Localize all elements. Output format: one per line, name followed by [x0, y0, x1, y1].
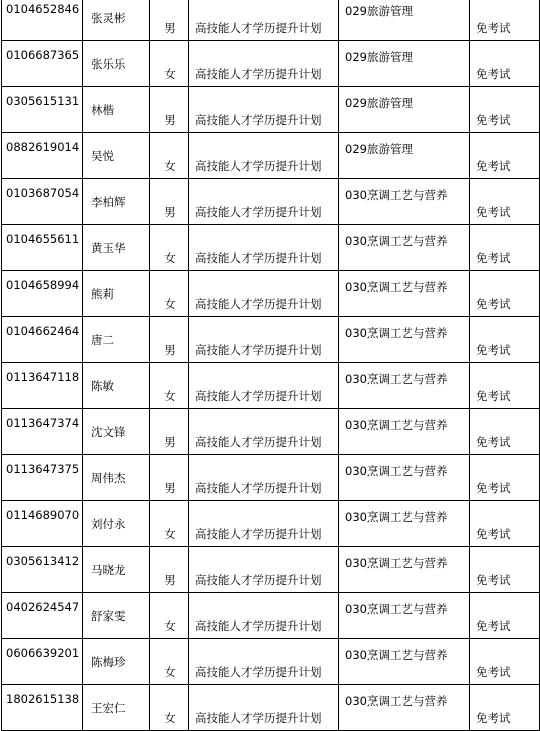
gender-cell: 女	[150, 593, 189, 639]
student-id-cell: 0882619014	[2, 133, 83, 179]
major-cell: 030烹调工艺与营养	[339, 409, 470, 455]
gender-cell: 女	[150, 639, 189, 685]
exam-status-cell: 免考试	[470, 363, 540, 409]
student-name-cell: 陈梅珍	[83, 639, 150, 685]
program-plan-cell: 高技能人才学历提升计划	[189, 87, 339, 133]
gender-cell: 男	[150, 547, 189, 593]
table-row	[2, 271, 540, 317]
major-cell: 030烹调工艺与营养	[339, 501, 470, 547]
major-cell: 030烹调工艺与营养	[339, 225, 470, 271]
table-row	[2, 409, 540, 455]
student-id-cell: 0106687365	[2, 41, 83, 87]
gender-cell: 女	[150, 501, 189, 547]
table-row	[2, 639, 540, 685]
program-plan-cell: 高技能人才学历提升计划	[189, 363, 339, 409]
student-name-cell: 张灵彬	[83, 0, 150, 41]
major-cell: 029旅游管理	[339, 41, 470, 87]
student-name-cell: 刘付永	[83, 501, 150, 547]
student-id-cell: 0402624547	[2, 593, 83, 639]
gender-cell: 男	[150, 409, 189, 455]
program-plan-cell: 高技能人才学历提升计划	[189, 133, 339, 179]
program-plan-cell: 高技能人才学历提升计划	[189, 271, 339, 317]
table-row	[2, 87, 540, 133]
table-row	[2, 455, 540, 501]
gender-cell: 女	[150, 271, 189, 317]
major-cell: 029旅游管理	[339, 0, 470, 41]
student-name-cell: 吴悦	[83, 133, 150, 179]
table-row	[2, 593, 540, 639]
table-row	[2, 225, 540, 271]
table-row	[2, 41, 540, 87]
exam-status-cell: 免考试	[470, 271, 540, 317]
major-cell: 030烹调工艺与营养	[339, 271, 470, 317]
major-cell: 030烹调工艺与营养	[339, 179, 470, 225]
student-name-cell: 王宏仁	[83, 685, 150, 731]
student-name-cell: 张乐乐	[83, 41, 150, 87]
exam-status-cell: 免考试	[470, 225, 540, 271]
student-name-cell: 唐二	[83, 317, 150, 363]
student-id-cell: 0104658994	[2, 271, 83, 317]
program-plan-cell: 高技能人才学历提升计划	[189, 639, 339, 685]
gender-cell: 女	[150, 225, 189, 271]
student-id-cell: 0113647374	[2, 409, 83, 455]
program-plan-cell: 高技能人才学历提升计划	[189, 0, 339, 41]
student-id-cell: 0113647375	[2, 455, 83, 501]
exam-status-cell: 免考试	[470, 0, 540, 41]
table-row	[2, 363, 540, 409]
exam-status-cell: 免考试	[470, 409, 540, 455]
major-cell: 030烹调工艺与营养	[339, 685, 470, 731]
student-id-cell: 0104652846	[2, 0, 83, 41]
exam-status-cell: 免考试	[470, 547, 540, 593]
table-row	[2, 547, 540, 593]
student-name-cell: 沈文锋	[83, 409, 150, 455]
exam-status-cell: 免考试	[470, 593, 540, 639]
student-name-cell: 黄玉华	[83, 225, 150, 271]
exam-status-cell: 免考试	[470, 317, 540, 363]
major-cell: 030烹调工艺与营养	[339, 547, 470, 593]
exam-status-cell: 免考试	[470, 639, 540, 685]
student-name-cell: 李柏辉	[83, 179, 150, 225]
student-id-cell: 0104655611	[2, 225, 83, 271]
student-name-cell: 周伟杰	[83, 455, 150, 501]
table-row	[2, 133, 540, 179]
major-cell: 030烹调工艺与营养	[339, 593, 470, 639]
student-id-cell: 0606639201	[2, 639, 83, 685]
program-plan-cell: 高技能人才学历提升计划	[189, 317, 339, 363]
exam-status-cell: 免考试	[470, 685, 540, 731]
student-id-cell: 1802615138	[2, 685, 83, 731]
major-cell: 029旅游管理	[339, 133, 470, 179]
program-plan-cell: 高技能人才学历提升计划	[189, 409, 339, 455]
student-id-cell: 0305615131	[2, 87, 83, 133]
major-cell: 029旅游管理	[339, 87, 470, 133]
gender-cell: 男	[150, 87, 189, 133]
student-name-cell: 舒家雯	[83, 593, 150, 639]
student-id-cell: 0104662464	[2, 317, 83, 363]
exam-status-cell: 免考试	[470, 501, 540, 547]
table-row	[2, 685, 540, 731]
gender-cell: 女	[150, 363, 189, 409]
student-id-cell: 0305613412	[2, 547, 83, 593]
program-plan-cell: 高技能人才学历提升计划	[189, 41, 339, 87]
gender-cell: 男	[150, 455, 189, 501]
student-id-cell: 0103687054	[2, 179, 83, 225]
table-row	[2, 0, 540, 41]
major-cell: 030烹调工艺与营养	[339, 639, 470, 685]
student-name-cell: 林楷	[83, 87, 150, 133]
gender-cell: 男	[150, 317, 189, 363]
major-cell: 030烹调工艺与营养	[339, 317, 470, 363]
student-id-cell: 0113647118	[2, 363, 83, 409]
student-name-cell: 熊莉	[83, 271, 150, 317]
table-body	[2, 0, 540, 731]
program-plan-cell: 高技能人才学历提升计划	[189, 179, 339, 225]
program-plan-cell: 高技能人才学历提升计划	[189, 455, 339, 501]
gender-cell: 女	[150, 41, 189, 87]
gender-cell: 男	[150, 179, 189, 225]
table-row	[2, 501, 540, 547]
exam-status-cell: 免考试	[470, 87, 540, 133]
program-plan-cell: 高技能人才学历提升计划	[189, 501, 339, 547]
student-id-cell: 0114689070	[2, 501, 83, 547]
exam-status-cell: 免考试	[470, 455, 540, 501]
exam-status-cell: 免考试	[470, 41, 540, 87]
major-cell: 030烹调工艺与营养	[339, 455, 470, 501]
exam-status-cell: 免考试	[470, 133, 540, 179]
program-plan-cell: 高技能人才学历提升计划	[189, 547, 339, 593]
program-plan-cell: 高技能人才学历提升计划	[189, 685, 339, 731]
program-plan-cell: 高技能人才学历提升计划	[189, 225, 339, 271]
student-table	[1, 0, 540, 731]
program-plan-cell: 高技能人才学历提升计划	[189, 593, 339, 639]
gender-cell: 男	[150, 0, 189, 41]
exam-status-cell: 免考试	[470, 179, 540, 225]
gender-cell: 女	[150, 133, 189, 179]
gender-cell: 女	[150, 685, 189, 731]
student-name-cell: 陈敏	[83, 363, 150, 409]
table-row	[2, 317, 540, 363]
table-row	[2, 179, 540, 225]
major-cell: 030烹调工艺与营养	[339, 363, 470, 409]
student-name-cell: 马晓龙	[83, 547, 150, 593]
